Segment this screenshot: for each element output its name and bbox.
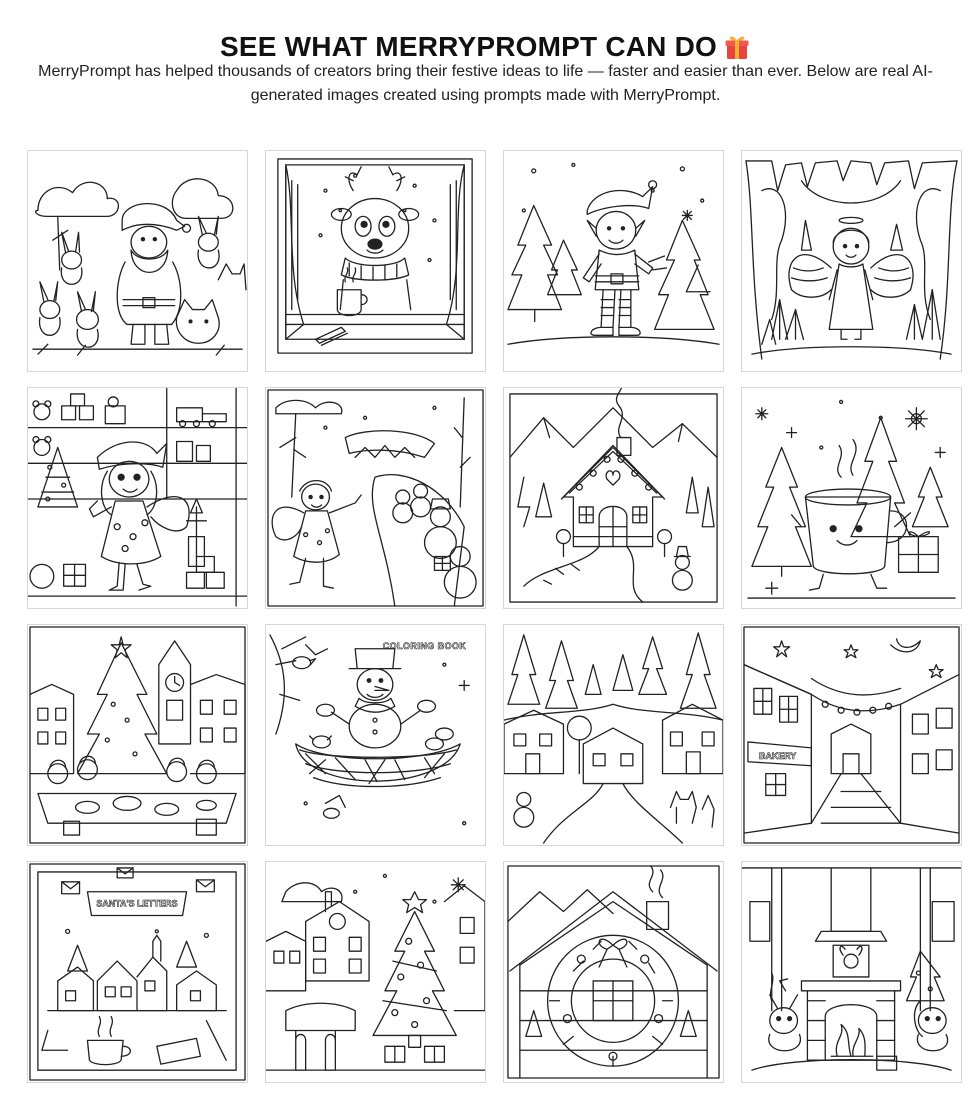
gallery-image-fairy-in-toy-shop[interactable] xyxy=(27,387,248,609)
gallery-image-gingerbread-house[interactable] xyxy=(503,387,724,609)
gallery-image-christmas-tree-in-town[interactable] xyxy=(265,861,486,1083)
bakery-sign-label: BAKERY xyxy=(759,750,797,761)
gallery-image-elf-in-forest[interactable] xyxy=(503,150,724,372)
example-gallery xyxy=(27,150,961,1083)
gallery-image-fairy-and-snowmen[interactable] xyxy=(265,387,486,609)
gallery-image-reindeer-by-fireplace[interactable] xyxy=(741,861,962,1083)
gallery-image-angel-in-crystal-cave[interactable] xyxy=(741,150,962,372)
gallery-image-snowy-village-road[interactable] xyxy=(503,624,724,846)
coloring-book-label: COLORING BOOK xyxy=(382,640,467,651)
gallery-image-christmas-town-square[interactable] xyxy=(27,624,248,846)
gallery-image-snowman-in-nest[interactable] xyxy=(265,624,486,846)
intro-description: MerryPrompt has helped thousands of creators bring their festive ideas to life — faster and easier than ever. Below are real AI-generated images created using prompts made with MerryPrompt. xyxy=(38,63,933,104)
santas-letters-sign: SANTA'S LETTERS xyxy=(96,898,178,909)
gallery-image-cocoa-mug-character[interactable] xyxy=(741,387,962,609)
gallery-image-santas-letters-window[interactable] xyxy=(27,861,248,1083)
gallery-image-reindeer-at-window[interactable] xyxy=(265,150,486,372)
gift-icon xyxy=(723,33,751,61)
gallery-image-wreath-on-cabin[interactable] xyxy=(503,861,724,1083)
section-title-text: SEE WHAT MERRYPROMPT CAN DO xyxy=(220,30,717,62)
gallery-image-santa-with-animals[interactable] xyxy=(27,150,248,372)
gallery-image-festive-street-bakery[interactable] xyxy=(741,624,962,846)
